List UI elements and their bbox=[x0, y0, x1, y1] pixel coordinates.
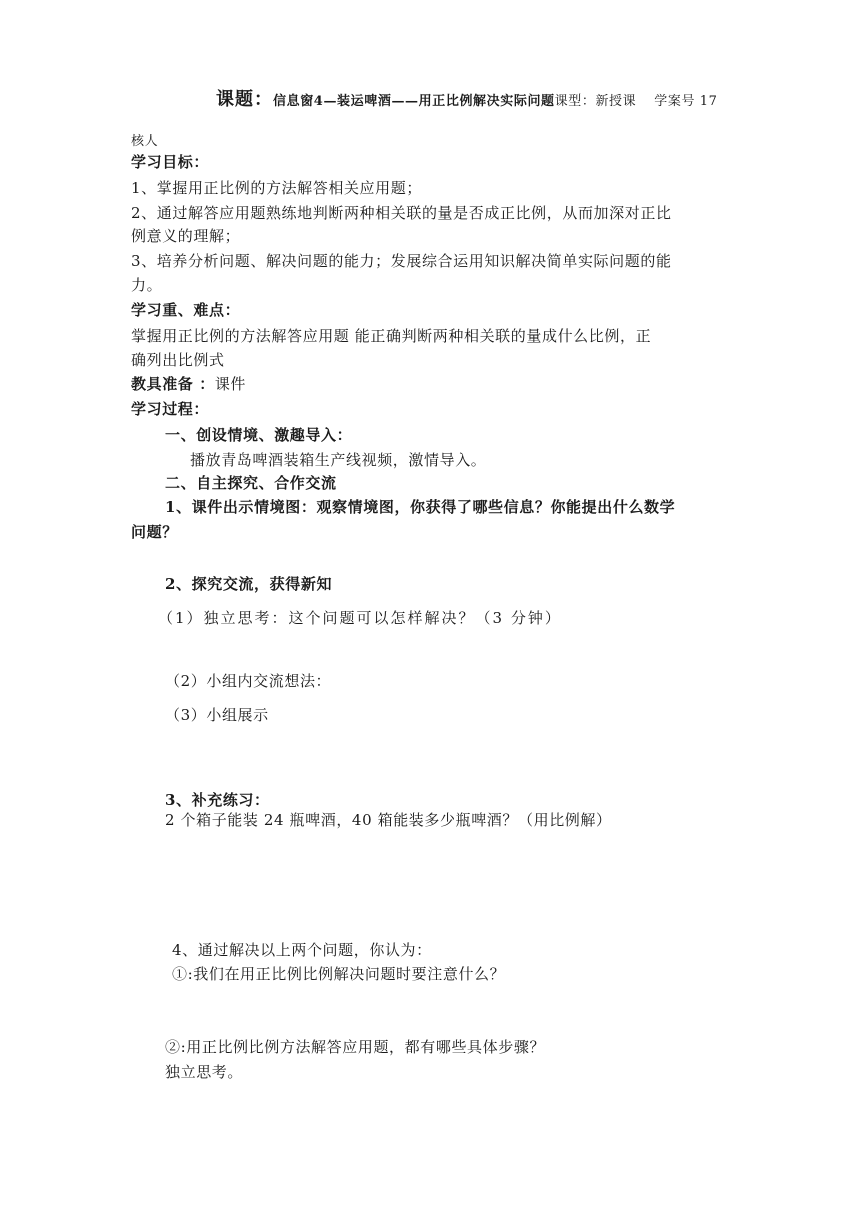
item-1-line-a: 1、课件出示情境图：观察情境图，你获得了哪些信息？你能提出什么数学 bbox=[165, 498, 676, 516]
materials-line bbox=[131, 374, 246, 394]
section-1-body: 播放青岛啤酒装箱生产线视频，激情导入。 bbox=[190, 451, 487, 469]
objective-2a: 2、通过解答应用题熟练地判断两种相关联的量是否成正比例，从而加深对正比 bbox=[131, 204, 672, 222]
objective-3b: 力。 bbox=[131, 276, 163, 294]
lesson-type: 课型：新授课 bbox=[554, 94, 637, 109]
section-2-title: 二、自主探究、合作交流 bbox=[165, 474, 337, 492]
item-2: 2、探究交流，获得新知 bbox=[165, 575, 333, 593]
objective-1: 1、掌握用正比例的方法解答相关应用题； bbox=[131, 179, 422, 197]
materials-label: 教具准备 ： bbox=[131, 375, 215, 393]
exercise-text: 2 个箱子能装 24 瓶啤酒，40 箱能装多少瓶啤酒？（用比例解） bbox=[165, 811, 612, 829]
objective-3a: 3、培养分析问题、解决问题的能力；发展综合运用知识解决简单实际问题的能 bbox=[131, 252, 672, 270]
document-header bbox=[216, 90, 718, 112]
item-3: 3、补充练习： bbox=[165, 791, 270, 809]
keypoints-line-1: 掌握用正比例的方法解答应用题 能正确判断两种相关联的量成什么比例，正 bbox=[131, 327, 652, 345]
question-2: ②:用正比例比例方法解答应用题，都有哪些具体步骤？ bbox=[165, 1038, 546, 1056]
objectives-heading: 学习目标： bbox=[131, 153, 210, 171]
title-label: 课题： bbox=[216, 89, 273, 110]
keypoints-heading: 学习重、难点： bbox=[131, 301, 241, 319]
objective-2b: 例意义的理解； bbox=[131, 227, 241, 245]
materials-value: 课件 bbox=[214, 375, 247, 393]
step-1: （1）独立思考：这个问题可以怎样解决？（3 分钟） bbox=[158, 609, 562, 627]
section-1-title: 一、创设情境、激趣导入： bbox=[165, 426, 353, 444]
item-1-line-b: 问题？ bbox=[131, 523, 178, 541]
process-heading: 学习过程： bbox=[131, 400, 210, 418]
step-2: （2）小组内交流想法： bbox=[165, 672, 332, 690]
case-number: 学案号 17 bbox=[654, 94, 718, 109]
step-3: （3）小组展示 bbox=[165, 706, 269, 724]
question-1: ①:我们在用正比例比例解决问题时要注意什么？ bbox=[172, 965, 506, 983]
lesson-title: 信息窗4—装运啤酒——用正比例解决实际问题 bbox=[273, 94, 555, 109]
think-note: 独立思考。 bbox=[165, 1063, 244, 1081]
keypoints-line-2: 确列出比例式 bbox=[131, 351, 225, 369]
reviewer-label: 核人 bbox=[131, 134, 159, 149]
item-4: 4、通过解决以上两个问题，你认为： bbox=[172, 941, 432, 959]
